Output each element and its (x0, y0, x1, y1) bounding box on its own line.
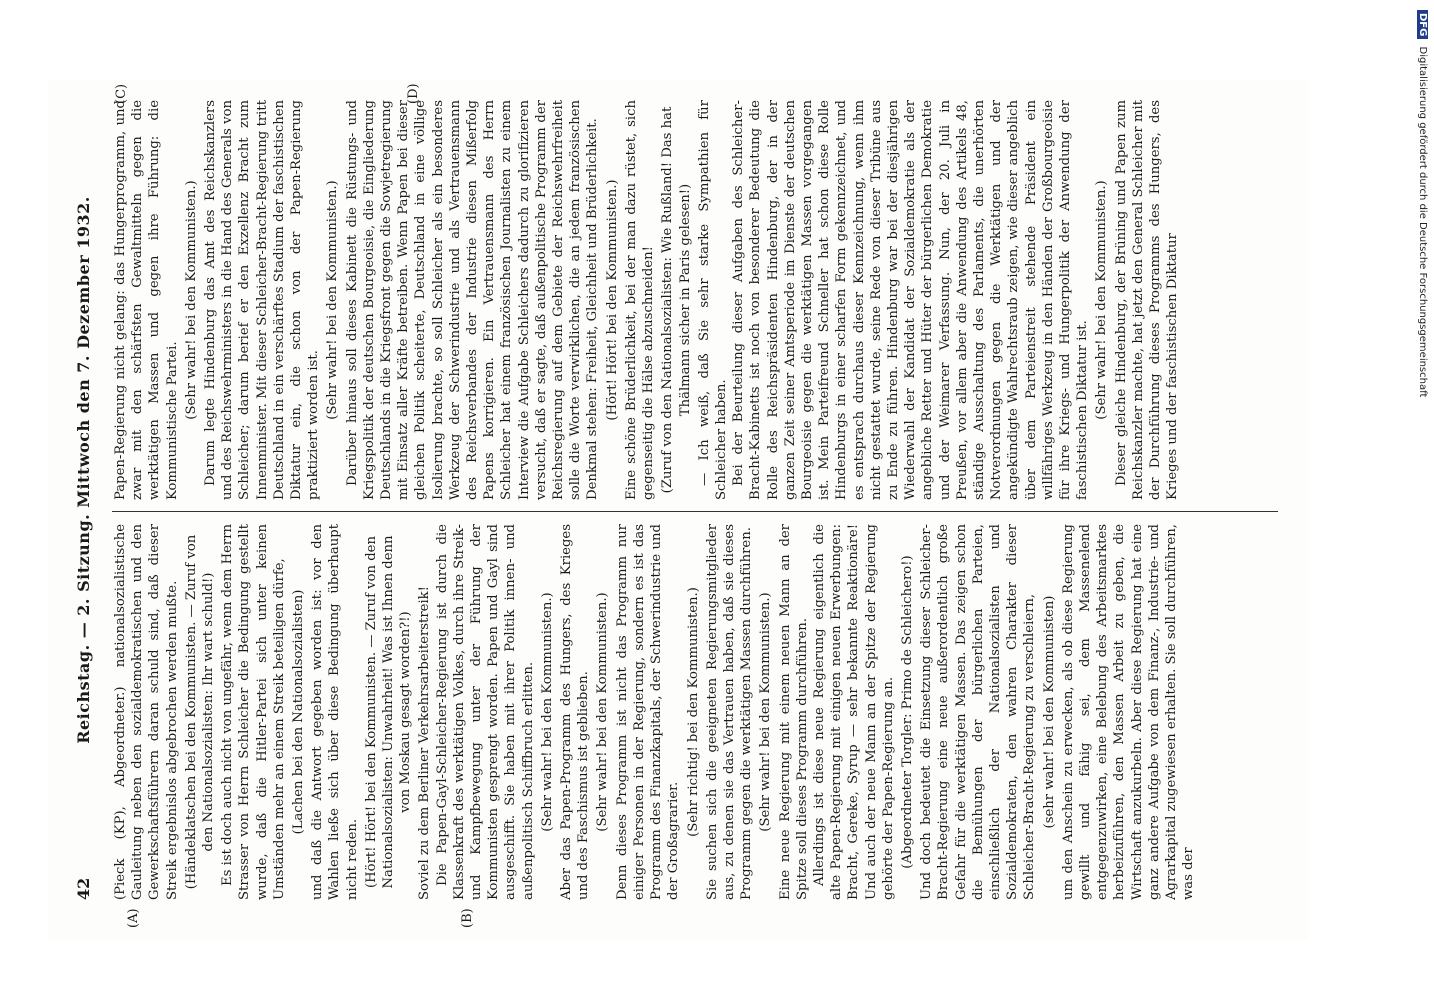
interjection: (sehr wahr! bei den Kommunisten) (1041, 595, 1057, 829)
interjection: (Sehr wahr! bei den Kommunisten.) (1094, 180, 1110, 420)
interjection: (Abgeordneter Torgler: Primo de Schleichero!) (899, 555, 915, 869)
interjection: (Sehr wahr! bei den Kommunisten.) (758, 592, 774, 832)
margin-mark-b: (B) (460, 908, 475, 928)
interjection: (Händeklatschen bei den Kommunisten. — Zuruf von den Nationalsozialisten: Ihr wart schuld!) (183, 534, 217, 890)
paragraph: Und doch bedeutet die Einsetzung dieser Schleicher-Bracht-Regierung eine neue außerordentlich große Gefahr für die werktätigen Massen. Das zeigen schon die Bemühungen der bürgerlichen Parteien, einschließlich der Nationalsozialisten und Sozialdemokraten, den wahren Charakter dieser Schleicher-Bracht-Regierung zu verschleiern, (919, 524, 1038, 900)
paragraph: Darüber hinaus soll dieses Kabinett die Rüstungs- und Kriegspolitik der deutschen Bourgeoisie, die Eingliederung Deutschlands in die Kriegsfront gegen die Sowjetregierung mit Einsatz aller Kräfte betreiben. Wenn Papen bei dieser gleichen Politik scheiterte, Deutschland in eine völlige Isolierung brachte, so soll Schleicher als ein besonderes Werkzeug der Schwerindustrie und als Vertrauensmann des Reichsverbandes der Industrie diesen Mißerfolg Papens korrigieren. Ein Vertrauensmann des Herrn Schleicher hat einem französischen Journalisten zu einem Interview die Aufgabe Schleichers dadurch zu glorifizieren versucht, daß er sagte, daß außenpolitische Programm der Reichsregierung auf dem Gebiete der Reichswehrfreiheit solle die Worte verwirklichen, die an jedem französischen Denkmal stehen: Freiheit, Gleichheit und Brüderlichkeit. (344, 100, 601, 500)
paragraph: Eine neue Regierung mit einem neuen Mann an der Spitze soll dieses Programm durchführen. (777, 524, 810, 900)
margin-mark-d: (D) (406, 83, 421, 104)
paragraph: Die Papen-Gayl-Schleicher-Regierung ist durch die Klassenkraft des werktätigen Volkes, durch ihre Streik- und Kampfbewegung unter der Führung der Kommunisten gesprengt worden. Papen und Gayl sind ausgeschifft. Sie haben mit ihrer Politik innen- und außenpolitisch Schiffbruch erlitten. (434, 524, 536, 900)
interjection: (Lachen bei den Nationalsozialisten) (291, 589, 307, 835)
interjection: (Sehr richtig! bei den Kommunisten.) (685, 587, 701, 837)
paragraph: Es ist doch auch nicht von ungefähr, wenn dem Herrn Strasser von Herrn Schleicher die Bedingung gestellt wurde, daß die Hitler-Partei sich unter keinen Umständen mehr an einem Streik beteiligen dürfe, (220, 524, 287, 900)
interjection: (Hört! Hört! bei den Kommunisten.) (604, 179, 620, 421)
dfg-logo: DFG (1417, 10, 1428, 39)
paragraph: — Ich weiß, daß Sie sehr starke Sympathien für Schleicher haben. (696, 100, 729, 500)
paragraph: Sie suchen sich die geeigneten Regierungsmitglieder aus, zu denen sie das Vertrauen haben, daß sie dieses Programm gegen die werktätigen Massen durchführen. (704, 524, 755, 900)
page-header (70, 100, 100, 900)
paragraph: Denn dieses Programm ist nicht das Programm nur einiger Personen in der Regierung, sondern es ist das Programm des Finanzkapitals, der Schwerindustrie und der Großagrarier. (614, 524, 682, 900)
margin-mark-c: (C) (114, 83, 129, 104)
interjection: (Sehr wahr! bei den Kommunisten.) (539, 592, 555, 832)
document-page (48, 80, 1308, 940)
paragraph: Allerdings ist diese neue Regierung eigentlich die alte Papen-Regierung mit einigen neuen Erwerbungen: Bracht, Gereke, Syrup — sehr bekannte Reaktionäre! Und auch der neue Mann an der Spitze der Regierung gehörte der Papen-Regierung an. (811, 524, 896, 900)
paragraph: Eine schöne Brüderlichkeit, bei der man dazu rüstet, sich gegenseitig die Hälse abzuschneiden! (623, 100, 657, 500)
paragraph: (Pieck (KP), Abgeordneter.) nationalsozialistische Gauleitung neben den sozialdemokratischen und den Gewerkschaftsführern daran schuld sind, daß dieser Streik ergebnislos abgebrochen werden mußte. (113, 524, 180, 900)
credit-text: Digitalisierung gefördert durch die Deutsche Forschungsgemeinschaft (1417, 46, 1428, 398)
running-title: Reichstag. — 2. Sitzung. Mittwoch den 7. Dezember 1932. (74, 196, 93, 744)
paragraph: Papen-Regierung nicht gelang: das Hungerprogramm, und zwar mit den schärfsten Gewaltmitteln gegen die werktätigen Massen und gegen ihre Führung: die Kommunistische Partei. (113, 100, 180, 500)
paragraph: Dieser gleiche Hindenburg, der Brüning und Papen zum Reichskanzler machte, hat jetzt den General Schleicher mit der Durchführung dieses Programms des Hungers, des Krieges und der faschistischen Diktatur (1113, 100, 1181, 500)
margin-mark-a: (A) (126, 908, 141, 928)
interjection: (Sehr wahr! bei den Kommunisten.) (595, 592, 611, 832)
right-column (112, 100, 1278, 500)
paragraph: Aber das Papen-Programm des Hungers, des Krieges und des Faschismus ist geblieben. (559, 524, 592, 900)
left-column (112, 524, 1278, 900)
paragraph: Bei der Beurteilung dieser Aufgaben des Schleicher-Bracht-Kabinetts ist noch von besonderer Bedeutung die Rolle des Reichspräsidenten Hindenburg, der in der ganzen Zeit seiner Amtsperiode im Dienste der deutschen Bourgeoisie gegen die werktätigen Massen vorgegangen ist. Mein Parteifreund Schneller hat schon diese Rolle Hindenburgs in einer scharfen Form gekennzeichnet, und es entsprach durchaus dieser Kennzeichnung, wenn ihm nicht gestattet wurde, seine Rede von dieser Tribüne aus zu Ende zu führen. Hindenburg war bei der diesjährigen Wiederwahl der Kandidat der Sozialdemokratie als der angebliche Retter und Hüter der bürgerlichen Demokratie und der Weimarer Verfassung. Nun, der 20. Juli in Preußen, vor allem aber die Anwendung des Artikels 48, ständige Ausschaltung des Parlaments, die unerhörten Notverordnungen gegen die Werktätigen und der angekündigte Wahlrechtsraub zeigen, wie dieser angeblich über dem Parteienstreit stehende Präsident ein willfähriges Werkzeug in den Händen der Großbourgeoisie für ihre Kriegs- und Hungerpolitik der Anwendung der faschistischen Diktatur ist. (731, 100, 1091, 500)
interjection: (Sehr wahr! bei den Kommunisten.) (183, 180, 199, 420)
digitization-credit (1398, 0, 1434, 1000)
paragraph: Soviel zu dem Berliner Verkehrsarbeiterstreik! (417, 586, 433, 900)
interjection: (Zuruf von den Nationalsozialisten: Wie Rußland! Das hat Thälmann sicher in Paris gelesen!) (660, 106, 693, 494)
paragraph: um den Anschein zu erwecken, als ob diese Regierung gewillt und fähig sei, dem Massenelend entgegenzuwirken, eine Belebung des Arbeitsmarktes herbeizuführen, den Massen Arbeit zu geben, die Wirtschaft anzukurbeln. Aber diese Regierung hat eine ganz andere Aufgabe von dem Finanz-, Industrie- und Agrarkapital zugewiesen erhalten. Sie soll durchführen, was der (1060, 524, 1197, 900)
interjection: (Sehr wahr! bei den Kommunisten.) (325, 180, 341, 420)
column-divider (112, 511, 1278, 512)
page-number: 42 (74, 877, 93, 900)
paragraph: und daß die Antwort gegeben worden ist: vor den Wahlen ließe sich über diese Bedingung überhaupt nicht reden. (310, 524, 360, 900)
paragraph: Darum legte Hindenburg das Amt des Reichskanzlers und des Reichswehrministers in die Hand des Generals von Schleicher; darum berief er den Exzellenz Bracht zum Innenminister. Mit dieser Schleicher-Bracht-Regierung tritt Deutschland in ein verschärftes Stadium der faschistischen Diktatur ein, die schon von der Papen-Regierung praktiziert worden ist. (203, 100, 322, 500)
interjection: (Hört! Hört! bei den Kommunisten. — Zuruf von den Nationalsozialisten: Unwahrheit! Was ist Ihnen denn von Moskau gesagt worden?!) (363, 535, 414, 889)
